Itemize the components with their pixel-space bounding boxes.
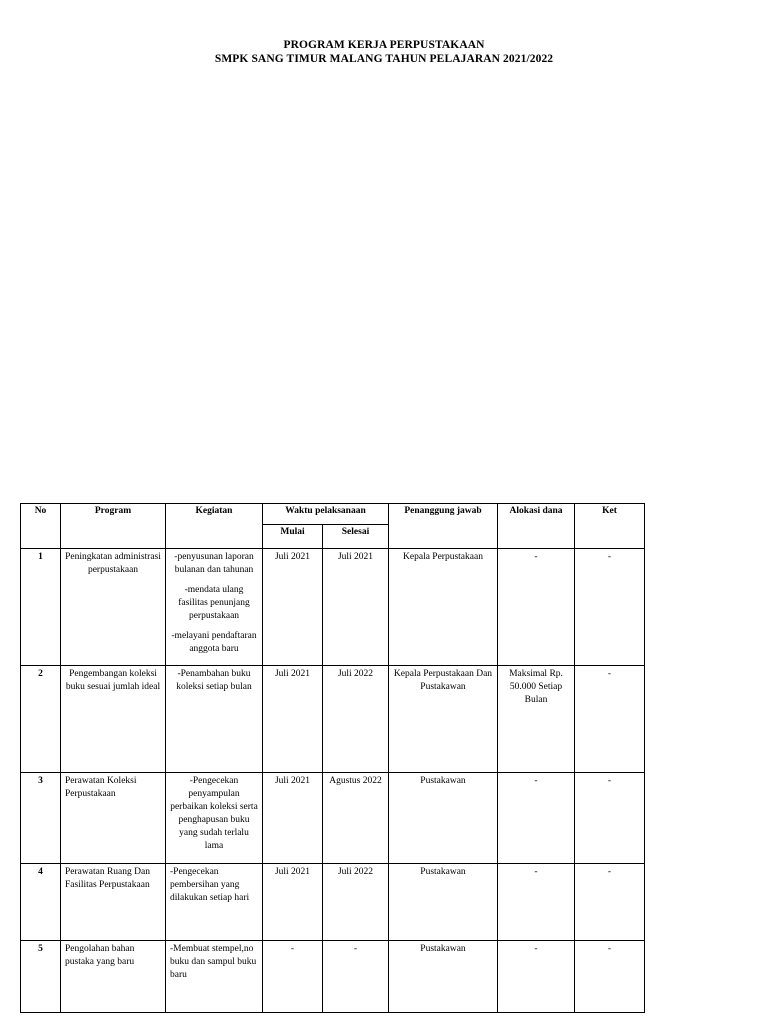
cell-penanggung: Pustakawan: [389, 941, 498, 1013]
cell-kegiatan: [166, 666, 263, 773]
cell-selesai: Juli 2022: [323, 666, 389, 773]
cell-ket: -: [575, 549, 645, 666]
cell-selesai: -: [323, 941, 389, 1013]
cell-selesai: Juli 2021: [323, 549, 389, 666]
table-row: [21, 941, 645, 1013]
title-line-1: PROGRAM KERJA PERPUSTAKAAN: [283, 39, 485, 51]
table-row: [21, 773, 645, 864]
cell-alokasi: -: [498, 773, 575, 864]
activity-item: -Pengecekan penyampulan perbaikan koleksi serta penghapusan buku yang sudah terlalu lama: [170, 776, 258, 851]
cell-mulai: Juli 2021: [263, 666, 323, 773]
cell-selesai: Agustus 2022: [323, 773, 389, 864]
cell-alokasi: -: [498, 941, 575, 1013]
cell-no: 4: [21, 864, 61, 941]
cell-kegiatan: [166, 864, 263, 941]
cell-alokasi: -: [498, 864, 575, 941]
activity-item: -Membuat stempel,no buku dan sampul buku baru: [170, 944, 257, 980]
cell-no: 5: [21, 941, 61, 1013]
title-line-2: SMPK SANG TIMUR MALANG TAHUN PELAJARAN 2021/2022: [214, 53, 554, 65]
cell-mulai: Juli 2021: [263, 864, 323, 941]
table-row: [21, 549, 645, 666]
program-table: [20, 503, 645, 1013]
cell-penanggung: Kepala Perpustakaan: [389, 549, 498, 666]
cell-mulai: Juli 2021: [263, 773, 323, 864]
cell-ket: -: [575, 864, 645, 941]
cell-program: Perawatan Ruang Dan Fasilitas Perpustakaan: [61, 864, 166, 941]
document-title: [0, 38, 768, 66]
activity-item: -melayani pendaftaran anggota baru: [171, 631, 257, 654]
header-no: No: [21, 504, 61, 549]
table-row: [21, 864, 645, 941]
cell-kegiatan: [166, 941, 263, 1013]
cell-ket: -: [575, 941, 645, 1013]
cell-program: Perawatan Koleksi Perpustakaan: [61, 773, 166, 864]
cell-program: Pengembangan koleksi buku sesuai jumlah ideal: [61, 666, 166, 773]
activity-item: -Pengecekan pembersihan yang dilakukan setiap hari: [170, 867, 250, 903]
cell-selesai: Juli 2022: [323, 864, 389, 941]
cell-program: Pengolahan bahan pustaka yang baru: [61, 941, 166, 1013]
cell-mulai: Juli 2021: [263, 549, 323, 666]
cell-ket: -: [575, 773, 645, 864]
cell-ket: -: [575, 666, 645, 773]
header-kegiatan: Kegiatan: [166, 504, 263, 549]
table-row: [21, 666, 645, 773]
cell-penanggung: Pustakawan: [389, 773, 498, 864]
cell-penanggung: Kepala Perpustakaan Dan Pustakawan: [389, 666, 498, 773]
activity-item: -mendata ulang fasilitas penunjang perpustakaan: [178, 585, 250, 621]
cell-alokasi: -: [498, 549, 575, 666]
header-row: [21, 504, 645, 525]
header-waktu: Waktu pelaksanaan: [263, 504, 389, 525]
activity-item: -Penambahan buku koleksi setiap bulan: [176, 669, 252, 692]
cell-mulai: -: [263, 941, 323, 1013]
cell-no: 3: [21, 773, 61, 864]
cell-no: 1: [21, 549, 61, 666]
header-alokasi: Alokasi dana: [498, 504, 575, 549]
cell-kegiatan: [166, 549, 263, 666]
cell-no: 2: [21, 666, 61, 773]
header-selesai: Selesai: [323, 525, 389, 549]
activity-item: -penyusunan laporan bulanan dan tahunan: [174, 552, 254, 575]
header-program: Program: [61, 504, 166, 549]
cell-alokasi: Maksimal Rp. 50.000 Setiap Bulan: [498, 666, 575, 773]
header-ket: Ket: [575, 504, 645, 549]
cell-program: Peningkatan administrasi perpustakaan: [61, 549, 166, 666]
cell-kegiatan: [166, 773, 263, 864]
header-penanggung: Penanggung jawab: [389, 504, 498, 549]
cell-penanggung: Pustakawan: [389, 864, 498, 941]
header-mulai: Mulai: [263, 525, 323, 549]
